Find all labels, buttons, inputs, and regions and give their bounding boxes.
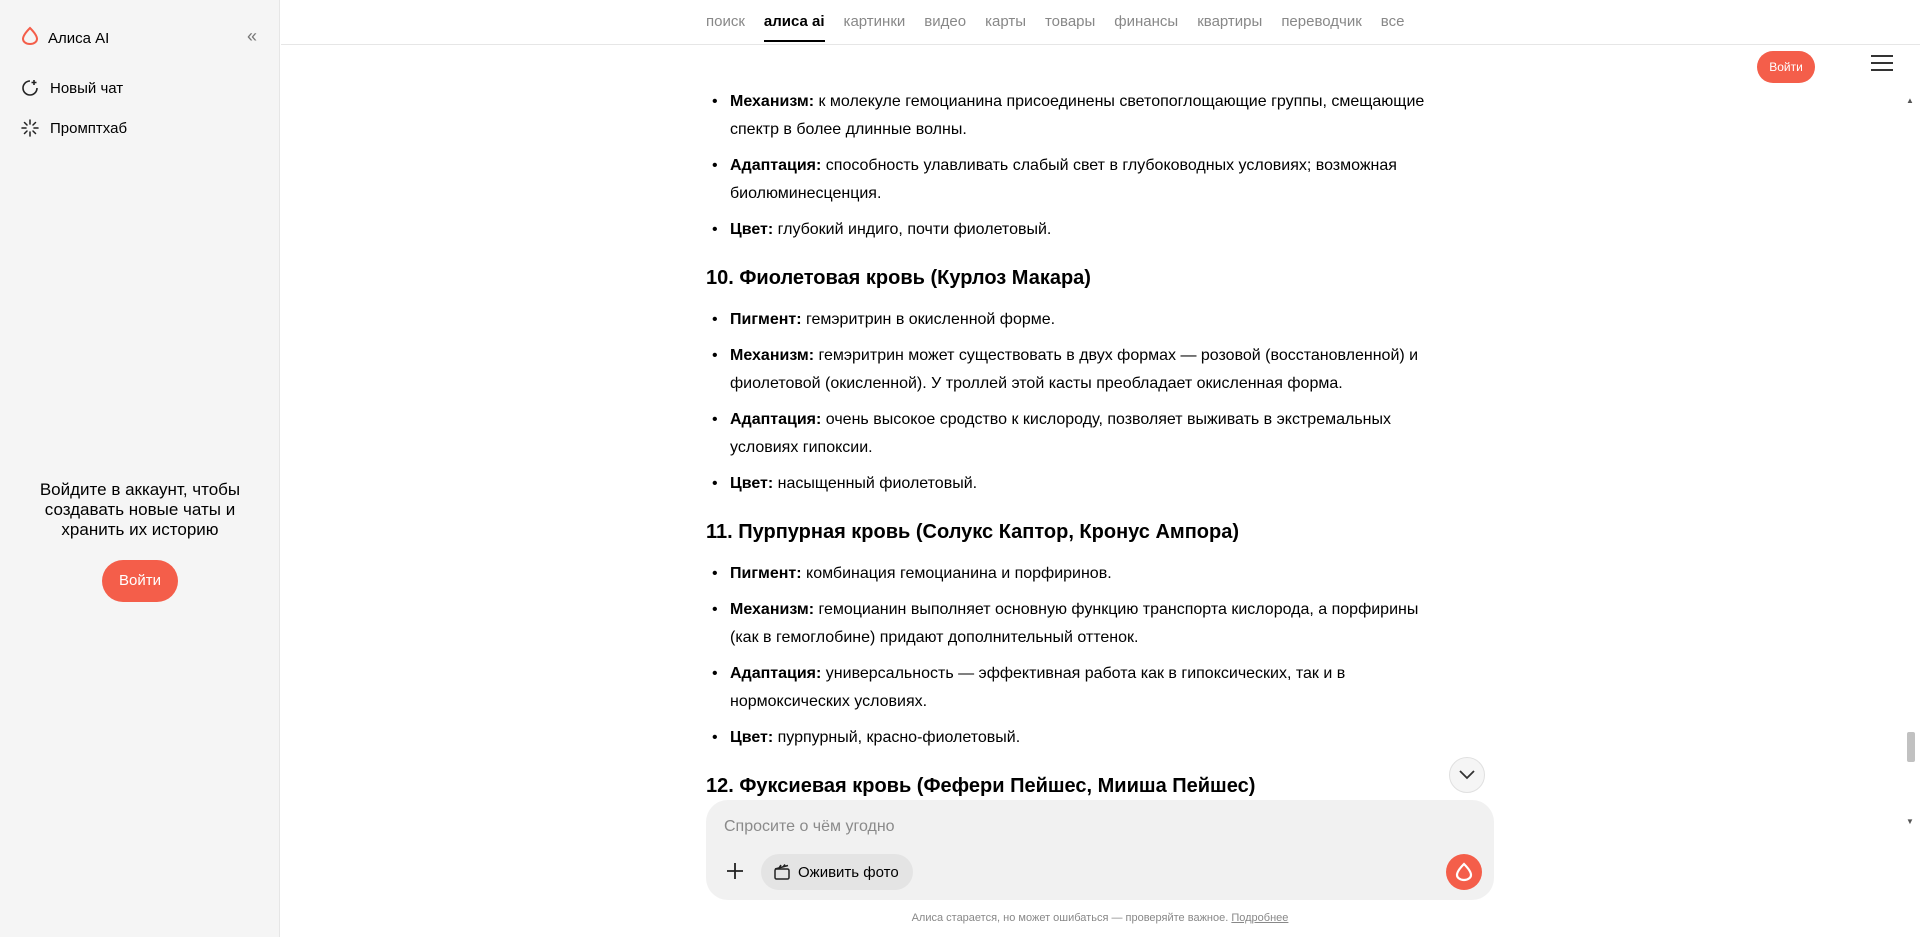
section-heading: 10. Фиолетовая кровь (Курлоз Макара) xyxy=(706,267,1091,289)
attach-plus-icon[interactable] xyxy=(722,858,748,884)
disclaimer: Алиса старается, но может ошибаться — проверяйте важное. Подробнее xyxy=(911,912,1289,924)
hamburger-menu-icon[interactable] xyxy=(1871,55,1893,73)
tab-apartments[interactable]: квартиры xyxy=(1197,13,1263,30)
chevron-down-icon xyxy=(1459,770,1475,780)
tab-video[interactable]: видео xyxy=(924,13,967,30)
sidebar-item-prompthub[interactable] xyxy=(20,118,127,138)
list-item: • Цвет: глубокий индиго, почти фиолетовый. xyxy=(706,216,1426,244)
sidebar-item-label: Промптхаб xyxy=(50,119,128,137)
list-item: • Адаптация: очень высокое сродство к кислороду, позволяет выживать в экстремальных условиях гипоксии. xyxy=(706,406,1426,462)
list-item: • Адаптация: универсальность — эффективная работа как в гипоксических, так и в нормоксических условиях. xyxy=(706,660,1426,716)
bullet-list xyxy=(706,560,1426,752)
chat-input-box xyxy=(706,800,1494,900)
bullet-list xyxy=(706,88,1426,244)
alice-logo-icon xyxy=(20,26,40,50)
scrollbar[interactable] xyxy=(1906,96,1916,826)
list-item: • Механизм: к молекуле гемоцианина присоединены светопоглощающие группы, смещающие спектр в более длинные волны. xyxy=(706,88,1426,144)
clapperboard-icon xyxy=(773,863,791,881)
tab-all[interactable]: все xyxy=(1380,13,1405,30)
tab-alice-ai[interactable]: алиса ai xyxy=(764,0,825,42)
chat-response xyxy=(706,88,1426,814)
sidebar xyxy=(0,0,280,937)
list-item: • Цвет: насыщенный фиолетовый. xyxy=(706,470,1426,498)
sidebar-login-button[interactable]: Войти xyxy=(102,560,178,602)
section-heading: 11. Пурпурная кровь (Солукс Каптор, Кронус Ампора) xyxy=(706,521,1239,543)
collapse-sidebar-icon[interactable]: « xyxy=(246,26,257,46)
brand-name: Алиса AI xyxy=(48,29,110,47)
animate-photo-label: Оживить фото xyxy=(798,863,899,881)
scroll-up-arrow-icon[interactable]: ▲ xyxy=(1906,96,1914,105)
sidebar-item-label: Новый чат xyxy=(50,79,124,97)
list-item: • Механизм: гемоцианин выполняет основную функцию транспорта кислорода, а порфирины (как в гемоглобине) придают дополнительный оттенок. xyxy=(706,596,1426,652)
scroll-down-arrow-icon[interactable]: ▼ xyxy=(1906,817,1914,826)
bullet-list xyxy=(706,306,1426,498)
scrollbar-thumb[interactable] xyxy=(1907,732,1915,762)
sparkle-icon xyxy=(20,118,40,138)
tab-images[interactable]: картинки xyxy=(843,13,906,30)
tab-maps[interactable]: карты xyxy=(985,13,1026,30)
search-tabs xyxy=(706,0,1423,42)
more-info-link[interactable]: Подробнее xyxy=(1231,912,1289,924)
tab-translator[interactable]: переводчик xyxy=(1281,13,1362,30)
sidebar-item-new-chat[interactable] xyxy=(20,78,123,98)
top-nav xyxy=(281,0,1920,45)
list-item: • Пигмент: комбинация гемоцианина и порфиринов. xyxy=(706,560,1426,588)
list-item: • Пигмент: гемэритрин в окисленной форме. xyxy=(706,306,1426,334)
tab-finance[interactable]: финансы xyxy=(1114,13,1179,30)
login-prompt: Войдите в аккаунт, чтобы создавать новые чаты и хранить их историю xyxy=(39,480,241,539)
alice-logo-icon xyxy=(1454,862,1474,882)
animate-photo-button[interactable] xyxy=(761,854,913,890)
section-heading: 12. Фуксиевая кровь (Фефери Пейшес, Мииша Пейшес) xyxy=(706,775,1256,797)
chat-input[interactable] xyxy=(724,814,1464,840)
new-chat-icon xyxy=(20,78,40,98)
list-item: • Цвет: пурпурный, красно-фиолетовый. xyxy=(706,724,1426,752)
tab-search[interactable]: поиск xyxy=(706,13,745,30)
list-item: • Адаптация: способность улавливать слабый свет в глубоководных условиях; возможная биолюминесценция. xyxy=(706,152,1426,208)
scroll-to-bottom-button[interactable] xyxy=(1449,757,1485,793)
alice-voice-button[interactable] xyxy=(1446,854,1482,890)
top-login-button[interactable]: Войти xyxy=(1757,51,1815,83)
tab-products[interactable]: товары xyxy=(1044,13,1096,30)
list-item: • Механизм: гемэритрин может существовать в двух формах — розовой (восстановленной) и фиолетовой (окисленной). У троллей этой касты преобладает окисленная форма. xyxy=(706,342,1426,398)
brand[interactable] xyxy=(20,26,109,50)
